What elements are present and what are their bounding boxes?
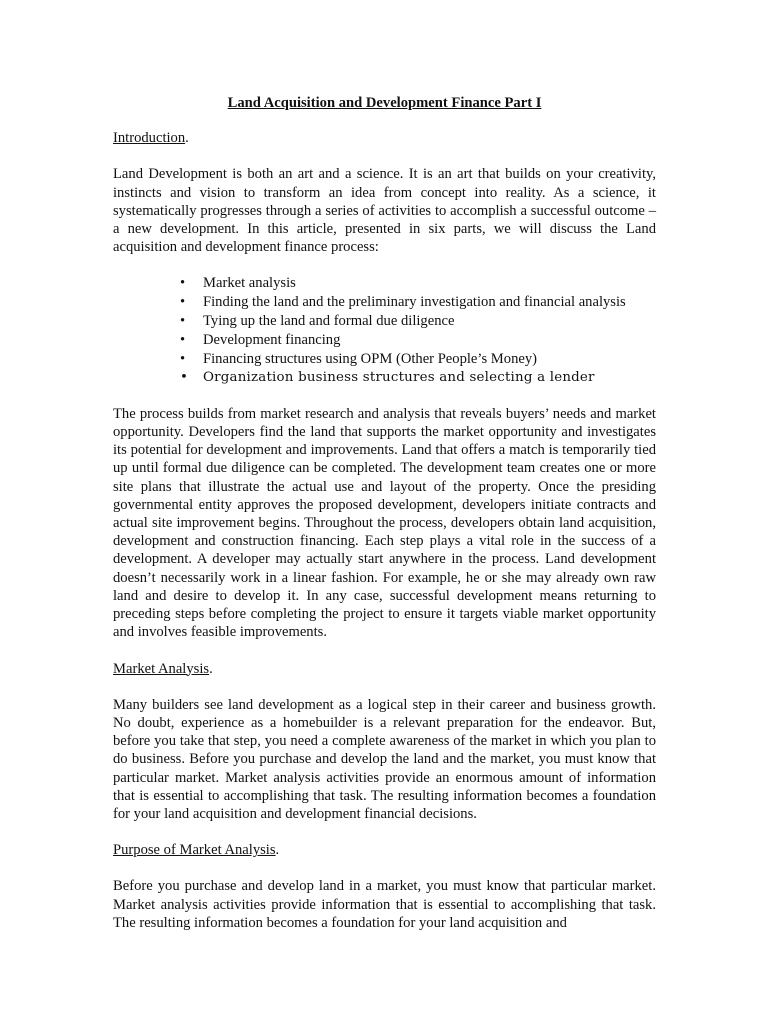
list-item bbox=[180, 274, 656, 293]
purpose-paragraph: Before you purchase and develop land in a market, you must know that particular market. Market analysis activities provide information that is essential to accomplishing that task. The resulting information becomes a foundation for your land acquisition and bbox=[113, 878, 656, 931]
market-analysis-heading: Market Analysis bbox=[113, 660, 210, 677]
purpose-heading-line bbox=[113, 841, 656, 859]
purpose-heading: Purpose of Market Analysis bbox=[113, 842, 276, 859]
market-analysis-heading-line bbox=[113, 660, 656, 678]
list-item bbox=[180, 350, 656, 369]
list-item bbox=[180, 293, 656, 312]
list-item-text: Finding the land and the preliminary investigation and financial analysis bbox=[203, 294, 626, 311]
list-item bbox=[180, 312, 656, 331]
bullet-icon: • bbox=[180, 369, 189, 385]
process-paragraph: The process builds from market research and analysis that reveals buyers’ needs and market opportunity. Developers find the land that supports the market opportunity and investigates its potential for development and improvements. Land that offers a match is temporarily tied up until formal due diligence can be completed. The development team creates one or more site plans that illustrate the actual use and layout of the property. Once the presiding governmental entity approves the proposed development, developers initiate contracts and actual site improvement begins. Throughout the process, developers obtain land acquisition, development and construction financing. Each step plays a vital role in the success of a development. A developer may actually start anywhere in the process. Land development doesn’t necessarily work in a linear fashion. For example, he or she may already own raw land and desire to develop it. In any case, successful development means returning to preceding steps before completing the project to ensure it targets viable market opportunity and involves feasible improvements. bbox=[113, 405, 656, 641]
list-item-text: Tying up the land and formal due diligence bbox=[203, 313, 455, 330]
list-item bbox=[180, 331, 656, 350]
bullet-icon: • bbox=[180, 332, 186, 349]
list-item-text: Organization business structures and selecting a lender bbox=[203, 369, 595, 385]
bullet-icon: • bbox=[180, 275, 186, 292]
list-item-text: Market analysis bbox=[203, 275, 296, 292]
list-item bbox=[180, 369, 656, 388]
bullet-icon: • bbox=[180, 294, 186, 311]
list-item-text: Financing structures using OPM (Other People’s Money) bbox=[203, 351, 537, 368]
introduction-heading-period: . bbox=[185, 130, 189, 147]
document-title: Land Acquisition and Development Finance Part I bbox=[227, 95, 542, 111]
market-analysis-paragraph: Many builders see land development as a logical step in their career and business growth. No doubt, experience as a homebuilder is a relevant preparation for the endeavor. But, before you take that step, you need a complete awareness of the market in which you plan to do business. Before you purchase and develop the land and the market, you must know that particular market. Market analysis activities provide an enormous amount of information that is essential to accomplishing that task. The resulting information becomes a foundation for your land acquisition and development financial decisions. bbox=[113, 696, 656, 822]
intro-paragraph: Land Development is both an art and a science. It is an art that builds on your creativity, instincts and vision to transform an idea from concept into reality. As a science, it systematically progresses through a series of activities to accomplish a successful outcome – a new development. In this article, presented in six parts, we will discuss the Land acquisition and development finance process: bbox=[113, 166, 656, 256]
document-page bbox=[113, 94, 656, 950]
bullet-icon: • bbox=[180, 313, 186, 330]
bullet-icon: • bbox=[180, 351, 186, 368]
purpose-heading-period: . bbox=[275, 842, 280, 859]
introduction-heading-line bbox=[113, 129, 656, 147]
process-steps-list bbox=[113, 274, 656, 387]
introduction-heading: Introduction bbox=[113, 130, 186, 147]
market-analysis-heading-period: . bbox=[209, 660, 213, 677]
list-item-text: Development financing bbox=[203, 332, 341, 349]
